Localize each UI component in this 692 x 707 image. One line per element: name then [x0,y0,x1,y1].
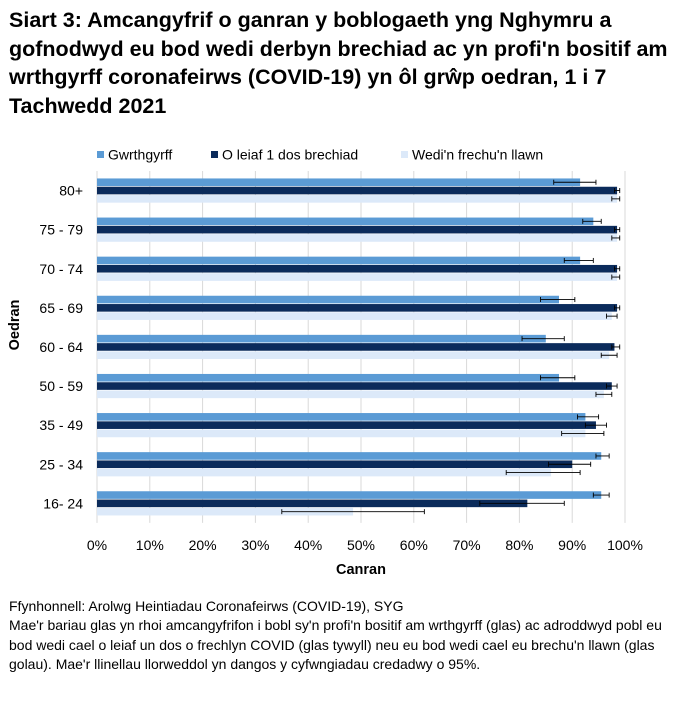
legend-label-3: Wedi'n frechu'n llawn [412,146,544,163]
y-tick-label-5: 60 - 64 [39,338,83,355]
bar-3-1 [97,195,617,203]
x-axis-label: Canran [336,562,386,578]
x-tick-label-10: 90% [558,536,587,553]
bar-2-2 [97,226,617,234]
bar-1-6 [97,374,559,382]
x-tick-label-4: 30% [241,536,270,553]
bar-1-9 [97,491,601,499]
chart [0,140,692,590]
bar-1-7 [97,413,585,421]
bar-3-2 [97,234,617,242]
x-tick-label-5: 40% [294,536,323,553]
bar-2-3 [97,265,617,273]
footnote-text: Mae'r bariau glas yn rhoi amcangyfrifon i bobl sy'n profi'n bositif am wrthgyrff (glas) ac adroddwyd pobl eu bod wedi cael o leiaf un dos o frechlyn COVID (glas tywyll) neu eu bod wedi cael eu brechu'n llawn (glas golau). Mae'r llinellau llorweddol yn dangos y cyfwngiadau credadwy o 95%. [9,617,662,672]
legend [97,147,543,163]
bars [97,178,617,515]
legend-label-1: Gwrthgyrff [108,146,173,163]
x-tick-label-9: 80% [505,536,534,553]
bar-1-2 [97,218,593,226]
y-axis-label: Oedran [7,299,23,351]
bar-1-8 [97,452,601,460]
bar-3-6 [97,391,604,399]
bar-1-1 [97,178,580,186]
bar-1-5 [97,335,546,343]
bar-3-3 [97,273,617,281]
x-tick-label-3: 20% [188,536,217,553]
x-tick-label-1: 0% [86,536,108,553]
bar-2-9 [97,500,527,508]
bar-1-4 [97,296,559,304]
y-tick-label-3: 70 - 74 [39,260,83,277]
x-tick-label-7: 60% [399,536,428,553]
y-tick-label-7: 35 - 49 [39,417,83,434]
legend-label-2: O leiaf 1 dos brechiad [222,146,359,163]
legend-swatch-2 [211,151,218,158]
y-tick-label-1: 80+ [59,182,83,199]
bar-2-4 [97,304,617,312]
y-tick-labels [39,183,83,512]
bar-2-1 [97,187,617,195]
y-tick-label-6: 50 - 59 [39,378,83,395]
chart-title: Siart 3: Amcangyfrif o ganran y boblogaeth yng Nghymru a gofnodwyd eu bod wedi derbyn brechiad ac yn profi'n bositif am wrthgyrff coronafeirws (COVID-19) yn ôl grŵp oedran, 1 i 7 Tachwedd 2021 [9,8,668,118]
bar-3-5 [97,351,609,359]
x-tick-label-6: 50% [346,536,376,553]
source-text: Ffynhonnell: Arolwg Heintiadau Coronafeirws (COVID-19), SYG [9,598,404,614]
y-tick-label-2: 75 - 79 [39,221,83,238]
bar-3-4 [97,312,612,320]
legend-swatch-3 [401,151,408,158]
legend-swatch-1 [97,151,104,158]
y-tick-label-4: 65 - 69 [39,299,83,316]
x-tick-label-8: 70% [452,536,481,553]
bar-2-6 [97,382,612,390]
x-tick-label-11: 100% [607,536,643,553]
y-tick-label-8: 25 - 34 [39,456,83,473]
y-tick-label-9: 16- 24 [43,495,83,512]
bar-3-8 [97,469,551,477]
x-tick-labels [87,537,643,553]
bar-2-5 [97,343,614,351]
bar-1-3 [97,257,580,265]
bar-2-8 [97,460,572,468]
bar-3-7 [97,430,585,438]
x-tick-label-2: 10% [135,536,164,553]
bar-2-7 [97,421,596,429]
